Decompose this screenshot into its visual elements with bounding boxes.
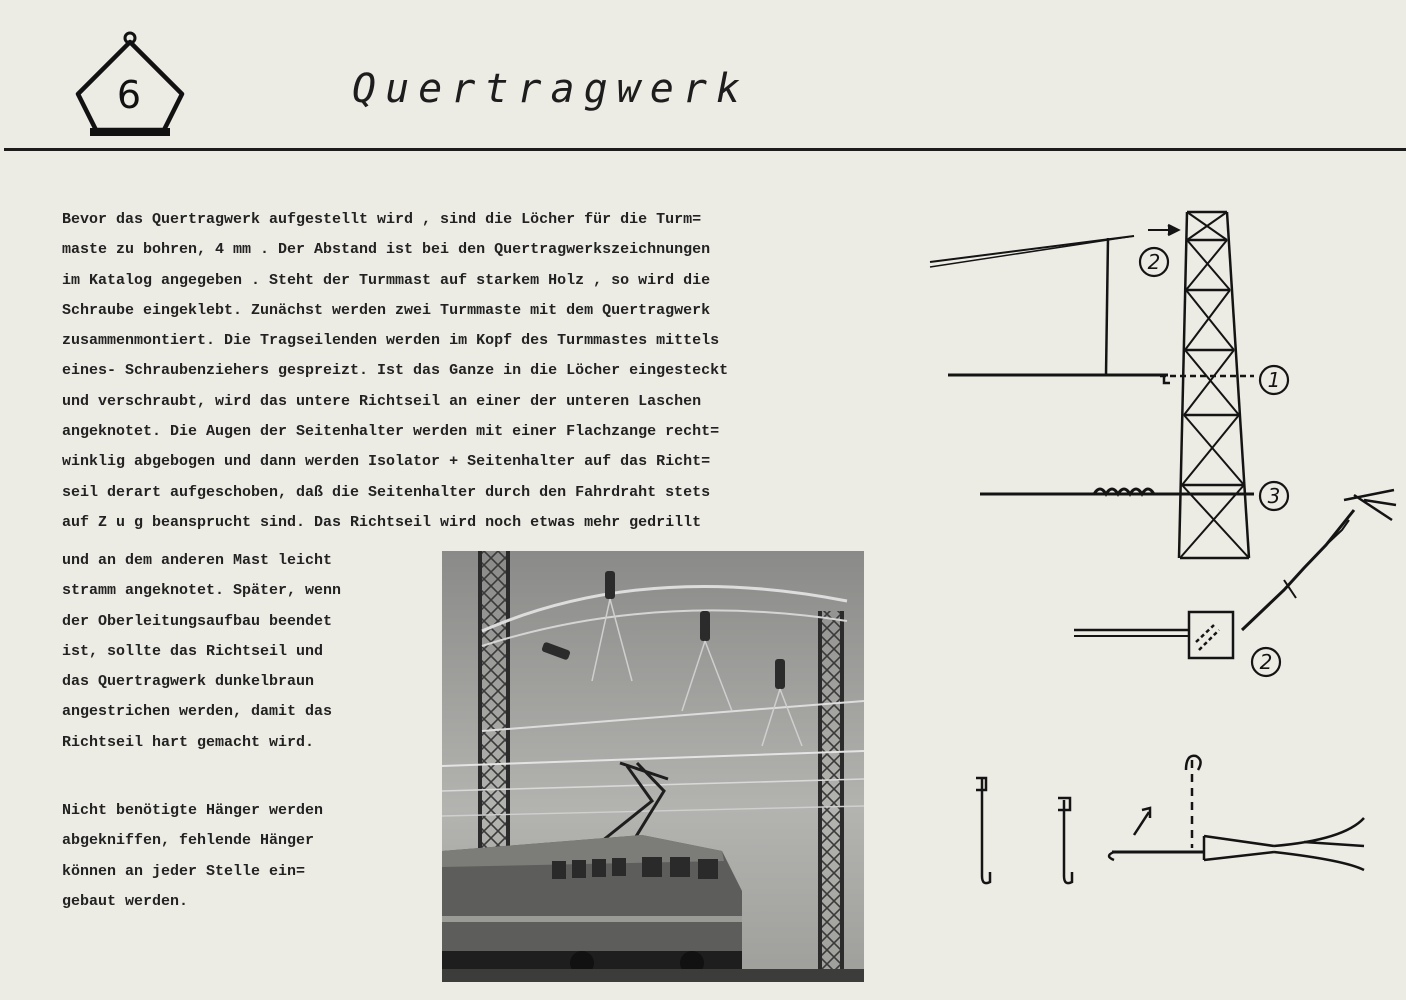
text-line: und verschraubt, wird das untere Richtseil an einer der unteren Laschen	[62, 392, 702, 410]
paragraph-finishing	[62, 546, 341, 758]
text-line: Richtseil hart gemacht wird.	[62, 733, 315, 751]
callout-label: 2	[1259, 650, 1273, 674]
text-line: angeknotet. Die Augen der Seitenhalter werden mit einer Flachzange recht=	[62, 423, 720, 441]
text-line: gebaut werden.	[62, 892, 189, 910]
text-line: angestrichen werden, damit das	[62, 703, 333, 721]
text-line: abgekniffen, fehlende Hänger	[62, 832, 315, 850]
text-line: zusammenmontiert. Die Tragseilenden werden im Kopf des Turmmastes mittels	[62, 332, 720, 350]
text-line: ist, sollte das Richtseil und	[62, 642, 324, 660]
paragraph-assembly-instructions	[62, 205, 728, 538]
text-line: winklig abgebogen und dann werden Isolator + Seitenhalter auf das Richt=	[62, 453, 711, 471]
text-line: auf Z u g beansprucht sind. Das Richtseil wird noch etwas mehr gedrillt	[62, 513, 702, 531]
text-line: seil derart aufgeschoben, daß die Seitenhalter durch den Fahrdraht stets	[62, 483, 711, 501]
assembly-diagram	[924, 200, 1404, 920]
paragraph-hangers	[62, 796, 323, 917]
text-line: Bevor das Quertragwerk aufgestellt wird , sind die Löcher für die Turm=	[62, 211, 702, 228]
callout-label: 1	[1267, 368, 1281, 392]
text-line: Schraube eingeklebt. Zunächst werden zwei Turmmaste mit dem Quertragwerk	[62, 301, 711, 319]
text-line: können an jeder Stelle ein=	[62, 862, 306, 880]
section-number-badge	[72, 30, 190, 140]
text-line: maste zu bohren, 4 mm . Der Abstand ist bei den Quertragwerkszeichnungen	[62, 241, 711, 259]
catenary-locomotive-photo	[442, 551, 864, 982]
page-title: Quertragwerk	[352, 66, 749, 112]
text-line: und an dem anderen Mast leicht	[62, 552, 333, 569]
header-divider	[4, 148, 1406, 151]
text-line: eines- Schraubenziehers gespreizt. Ist das Ganze in die Löcher eingesteckt	[62, 362, 729, 380]
text-line: Nicht benötigte Hänger werden	[62, 802, 324, 819]
text-line: der Oberleitungsaufbau beendet	[62, 612, 333, 630]
text-line: das Quertragwerk dunkelbraun	[62, 673, 315, 691]
callout-label: 2	[1147, 250, 1161, 274]
text-line: stramm angeknotet. Später, wenn	[62, 582, 342, 600]
text-line: im Katalog angegeben . Steht der Turmmast auf starkem Holz , so wird die	[62, 271, 711, 289]
callout-label: 3	[1267, 484, 1281, 508]
section-number: 6	[116, 73, 142, 117]
